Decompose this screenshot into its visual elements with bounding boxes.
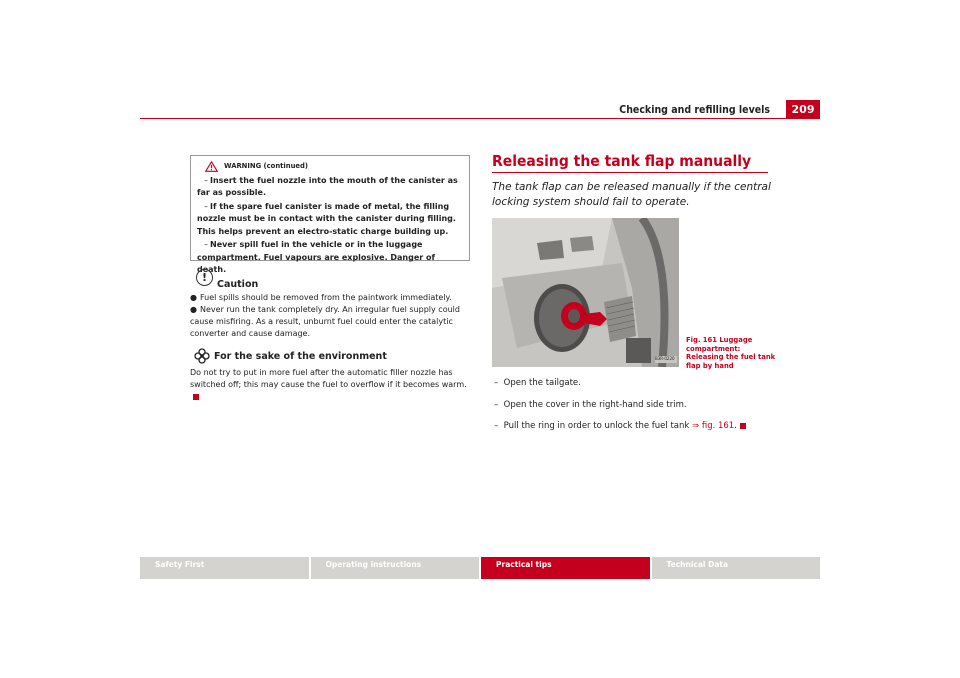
figure-link[interactable]: ⇒ fig. 161	[692, 421, 735, 431]
caution-title: Caution	[217, 279, 259, 290]
footer-tab-practical-tips[interactable]: Practical tips	[481, 557, 650, 579]
steps-list	[494, 378, 779, 443]
warning-item: – If the spare fuel canister is made of metal, the filling nozzle must be in contact with the canister during filling. This helps prevent an electro-static charge building up.	[197, 201, 456, 236]
warning-item: – Never spill fuel in the vehicle or in the luggage compartment. Fuel vapours are explosive. Danger of death.	[197, 240, 435, 274]
footer-nav	[140, 557, 820, 579]
caution-heading	[196, 273, 258, 290]
warning-header	[205, 160, 463, 173]
caution-exclamation-icon: !	[196, 269, 213, 286]
warning-triangle-icon	[205, 161, 218, 172]
footer-tab-safety-first[interactable]: Safety First	[140, 557, 309, 579]
warning-box	[190, 155, 470, 274]
environment-heading	[194, 348, 387, 364]
luggage-compartment-illustration	[492, 218, 679, 367]
section-end-marker	[740, 423, 746, 429]
environment-text: Do not try to put in more fuel after the automatic filler nozzle has switched off; this may cause the fuel to overflow if it becomes warm.	[190, 368, 467, 389]
step-item: – Open the tailgate.	[494, 378, 581, 388]
figure-code: B3R-0220	[655, 356, 675, 361]
page-number: 209	[786, 100, 820, 119]
running-header-title: Checking and refilling levels	[619, 104, 770, 116]
section-title: Releasing the tank flap manually	[492, 152, 752, 170]
warning-label: WARNING (continued)	[224, 162, 309, 170]
step-item: – Pull the ring in order to unlock the fuel tank ⇒ fig. 161.	[494, 421, 779, 431]
section-end-marker	[193, 394, 199, 400]
caution-item: ● Fuel spills should be removed from the paintwork immediately.	[190, 293, 452, 302]
caution-body	[190, 292, 475, 340]
footer-tab-operating-instructions[interactable]: Operating instructions	[311, 557, 480, 579]
warning-item: – Insert the fuel nozzle into the mouth of the canister as far as possible.	[197, 175, 458, 197]
caution-item: ● Never run the tank completely dry. An irregular fuel supply could cause misfiring. As a result, unburnt fuel could enter the catalytic converter and cause damage.	[190, 305, 460, 338]
flower-icon	[194, 348, 210, 364]
header-rule	[140, 118, 820, 119]
section-intro: The tank flap can be released manually if the central locking system should fail to operate.	[492, 181, 771, 208]
step-item: – Open the cover in the right-hand side trim.	[494, 399, 687, 410]
luggage-compartment-figure	[492, 218, 679, 367]
environment-title: For the sake of the environment	[214, 350, 387, 362]
environment-body	[190, 367, 475, 403]
section-rule	[492, 172, 768, 173]
footer-tab-technical-data[interactable]: Technical Data	[652, 557, 821, 579]
figure-caption: Fig. 161 Luggage compartment: Releasing the fuel tank flap by hand	[686, 336, 776, 370]
